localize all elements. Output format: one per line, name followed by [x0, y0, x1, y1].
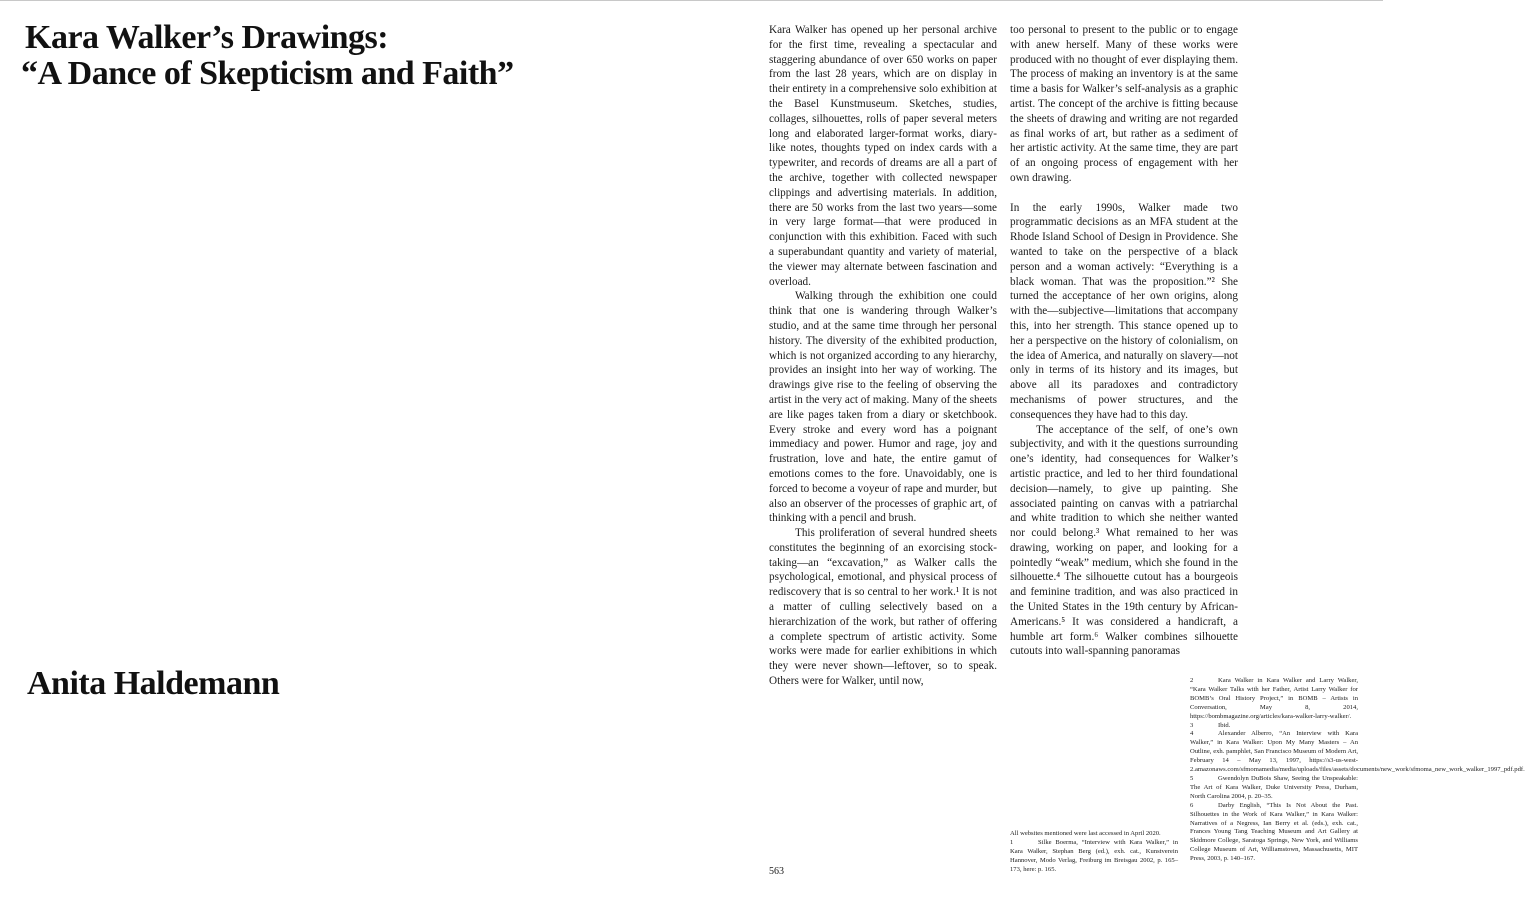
footnote-number: 5 [1190, 774, 1194, 782]
footnote-number: 3 [1190, 721, 1194, 729]
footnote-text: Silke Boerma, “Interview with Kara Walker,” in Kara Walker, Stephan Berg (ed.), exh. cat., Kunstverein Hannover, Modo Verlag, Freiburg im Breisgau 2002, p. 165–173, here: p. 165. [1010, 838, 1178, 873]
title-line-1: Kara Walker’s Drawings: [25, 19, 389, 56]
footnote-text: Darby English, “This Is Not About the Past. Silhouettes in the Work of Kara Walker,” in Kara Walker: Narratives of a Negress, Ian Berry et al. (eds.), exh. cat., Frances Young Tang Teaching Museum and Art Gallery at Skidmore College, Saratoga Springs, New York, and Williams College Museum of Art, Williamstown, Massachusetts, MIT Press, 2003, p. 140–167. [1190, 801, 1358, 863]
paragraph: This proliferation of several hundred sheets constitutes the beginning of an exorcising stock-taking—an “excavation,” as Walker calls the psychological, emotional, and physical process of rediscovery that is so central to her work.¹ It is not a matter of culling selectively based on a hierarchization of the work, but rather of offering a complete spectrum of artistic activity. Some works were made for earlier exhibitions in which they were never shown—leftover, so to speak. Others were for Walker, until now, [769, 527, 997, 688]
author-name: Anita Haldemann [27, 665, 280, 702]
footnotes-right [1190, 677, 1525, 864]
footnote [1190, 775, 1358, 802]
footnote-text: Gwendolyn DuBois Shaw, Seeing the Unspeakable: The Art of Kara Walker, Duke University Press, Durham, North Carolina 2004, p. 20–35. [1190, 774, 1358, 800]
paragraph: Kara Walker has opened up her personal archive for the first time, revealing a spectacular and staggering abundance of over 650 works on paper from the last 28 years, which are on display in their entirety in a comprehensive solo exhibition at the Basel Kunstmuseum. Sketches, studies, collages, silhouettes, rolls of paper several meters long and elaborated larger-format works, diary-like notes, thoughts typed on index cards with a typewriter, and records of dreams are all a part of the archive, together with collected newspaper clippings and advertising materials. In addition, there are 50 works from the last two years—some in very large format—that were produced in conjunction with this exhibition. Faced with such a superabundant quantity and variety of material, the viewer may alternate between fascination and overload. [769, 24, 997, 288]
footnote [1190, 722, 1358, 731]
text-column-right [1010, 23, 1238, 659]
footnotes-left [1010, 830, 1178, 875]
footnote-text: Ibid. [1218, 721, 1231, 729]
paragraph: The acceptance of the self, of one’s own subjectivity, and with it the questions surrounding one’s identity, had consequences for Walker’s artistic practice, and led to her third foundational decision—namely, to give up painting. She associated painting on canvas with a patriarchal and white tradition to which she neither wanted nor could belong.³ What remained to her was drawing, working on paper, and looking for a pointedly “weak” medium, which she found in the silhouette.⁴ The silhouette cutout has a bourgeois and feminine tradition, and was also practiced in the United States in the 19th century by African-Americans.⁵ It was considered a handicraft, a humble art form.⁶ Walker combines silhouette cutouts into wall-spanning panoramas [1010, 423, 1238, 658]
paragraph: In the early 1990s, Walker made two programmatic decisions as an MFA student at the Rhode Island School of Design in Providence. She wanted to take on the perspective of a black person and a woman actively: “Everything is a black woman. That was the proposition.”² She turned the acceptance of her own origins, along with the—subjective—limitations that accompany this, into her strength. This stance opened up to her a perspective on the history of colonialism, on the idea of America, and naturally on slavery—not only in terms of its history and its images, but above all its paradoxes and contradictory mechanisms of power structures, and the consequences they have had to this day. [1010, 201, 1238, 421]
page-number: 563 [769, 866, 784, 877]
footnote-number: 1 [1010, 838, 1014, 846]
footnote-intro: All websites mentioned were last accessed in April 2020. [1010, 830, 1161, 837]
title-line-2: “A Dance of Skepticism and Faith” [21, 55, 514, 92]
footnote [1190, 730, 1525, 775]
footnote [1010, 839, 1178, 875]
footnote-number: 6 [1190, 801, 1194, 809]
footnote [1190, 802, 1358, 864]
text-column-left [769, 23, 997, 689]
top-rule [0, 0, 1383, 1]
paragraph: Walking through the exhibition one could think that one is wandering through Walker’s studio, and at the same time through her personal history. The diversity of the exhibited production, which is not organized according to any hierarchy, provides an insight into her way of working. The drawings give rise to the feeling of observing the artist in the very act of making. Many of the sheets are like pages taken from a diary or sketchbook. Every stroke and every word has a poignant immediacy and power. Humor and rage, joy and frustration, love and hate, the entire gamut of emotions comes to the fore. Unavoidably, one is forced to become a voyeur of rape and murder, but also an observer of the processes of graphic art, of thinking with a pencil and brush. [769, 290, 997, 525]
footnote-number: 2 [1190, 677, 1194, 684]
footnote [1190, 677, 1358, 722]
footnote-text: Kara Walker in Kara Walker and Larry Walker, “Kara Walker Talks with her Father, Artist Larry Walker for BOMB’s Oral History Project,” in BOMB – Artists in Conversation, May 8, 2014, https://bombmagazine.org/articles/kara-walker-larry-walker/. [1190, 677, 1358, 720]
footnote-number: 4 [1190, 730, 1194, 738]
paragraph: too personal to present to the public or to engage with anew herself. Many of these works were produced with no thought of ever displaying them. The process of making an inventory is at the same time a basis for Walker’s self-analysis as a graphic artist. The concept of the archive is fitting because the sheets of drawing and writing are not regarded as final works of art, but rather as a sediment of her artistic activity. At the same time, they are part of an ongoing process of engagement with her own drawing. [1010, 24, 1238, 184]
footnote-text: Alexander Alberro, “An Interview with Kara Walker,” in Kara Walker: Upon My Many Masters – An Outline, exh. pamphlet, San Francisco Museum of Modern Art, February 14 – May 13, 1997, https://s3-us-west-2.amazonaws.com/sfmomamedia/media/uploads/files/assets/documents/new_work/sfmoma_new_work_walker_1997_pdf.pdf. [1190, 730, 1525, 774]
article-title [21, 19, 514, 92]
